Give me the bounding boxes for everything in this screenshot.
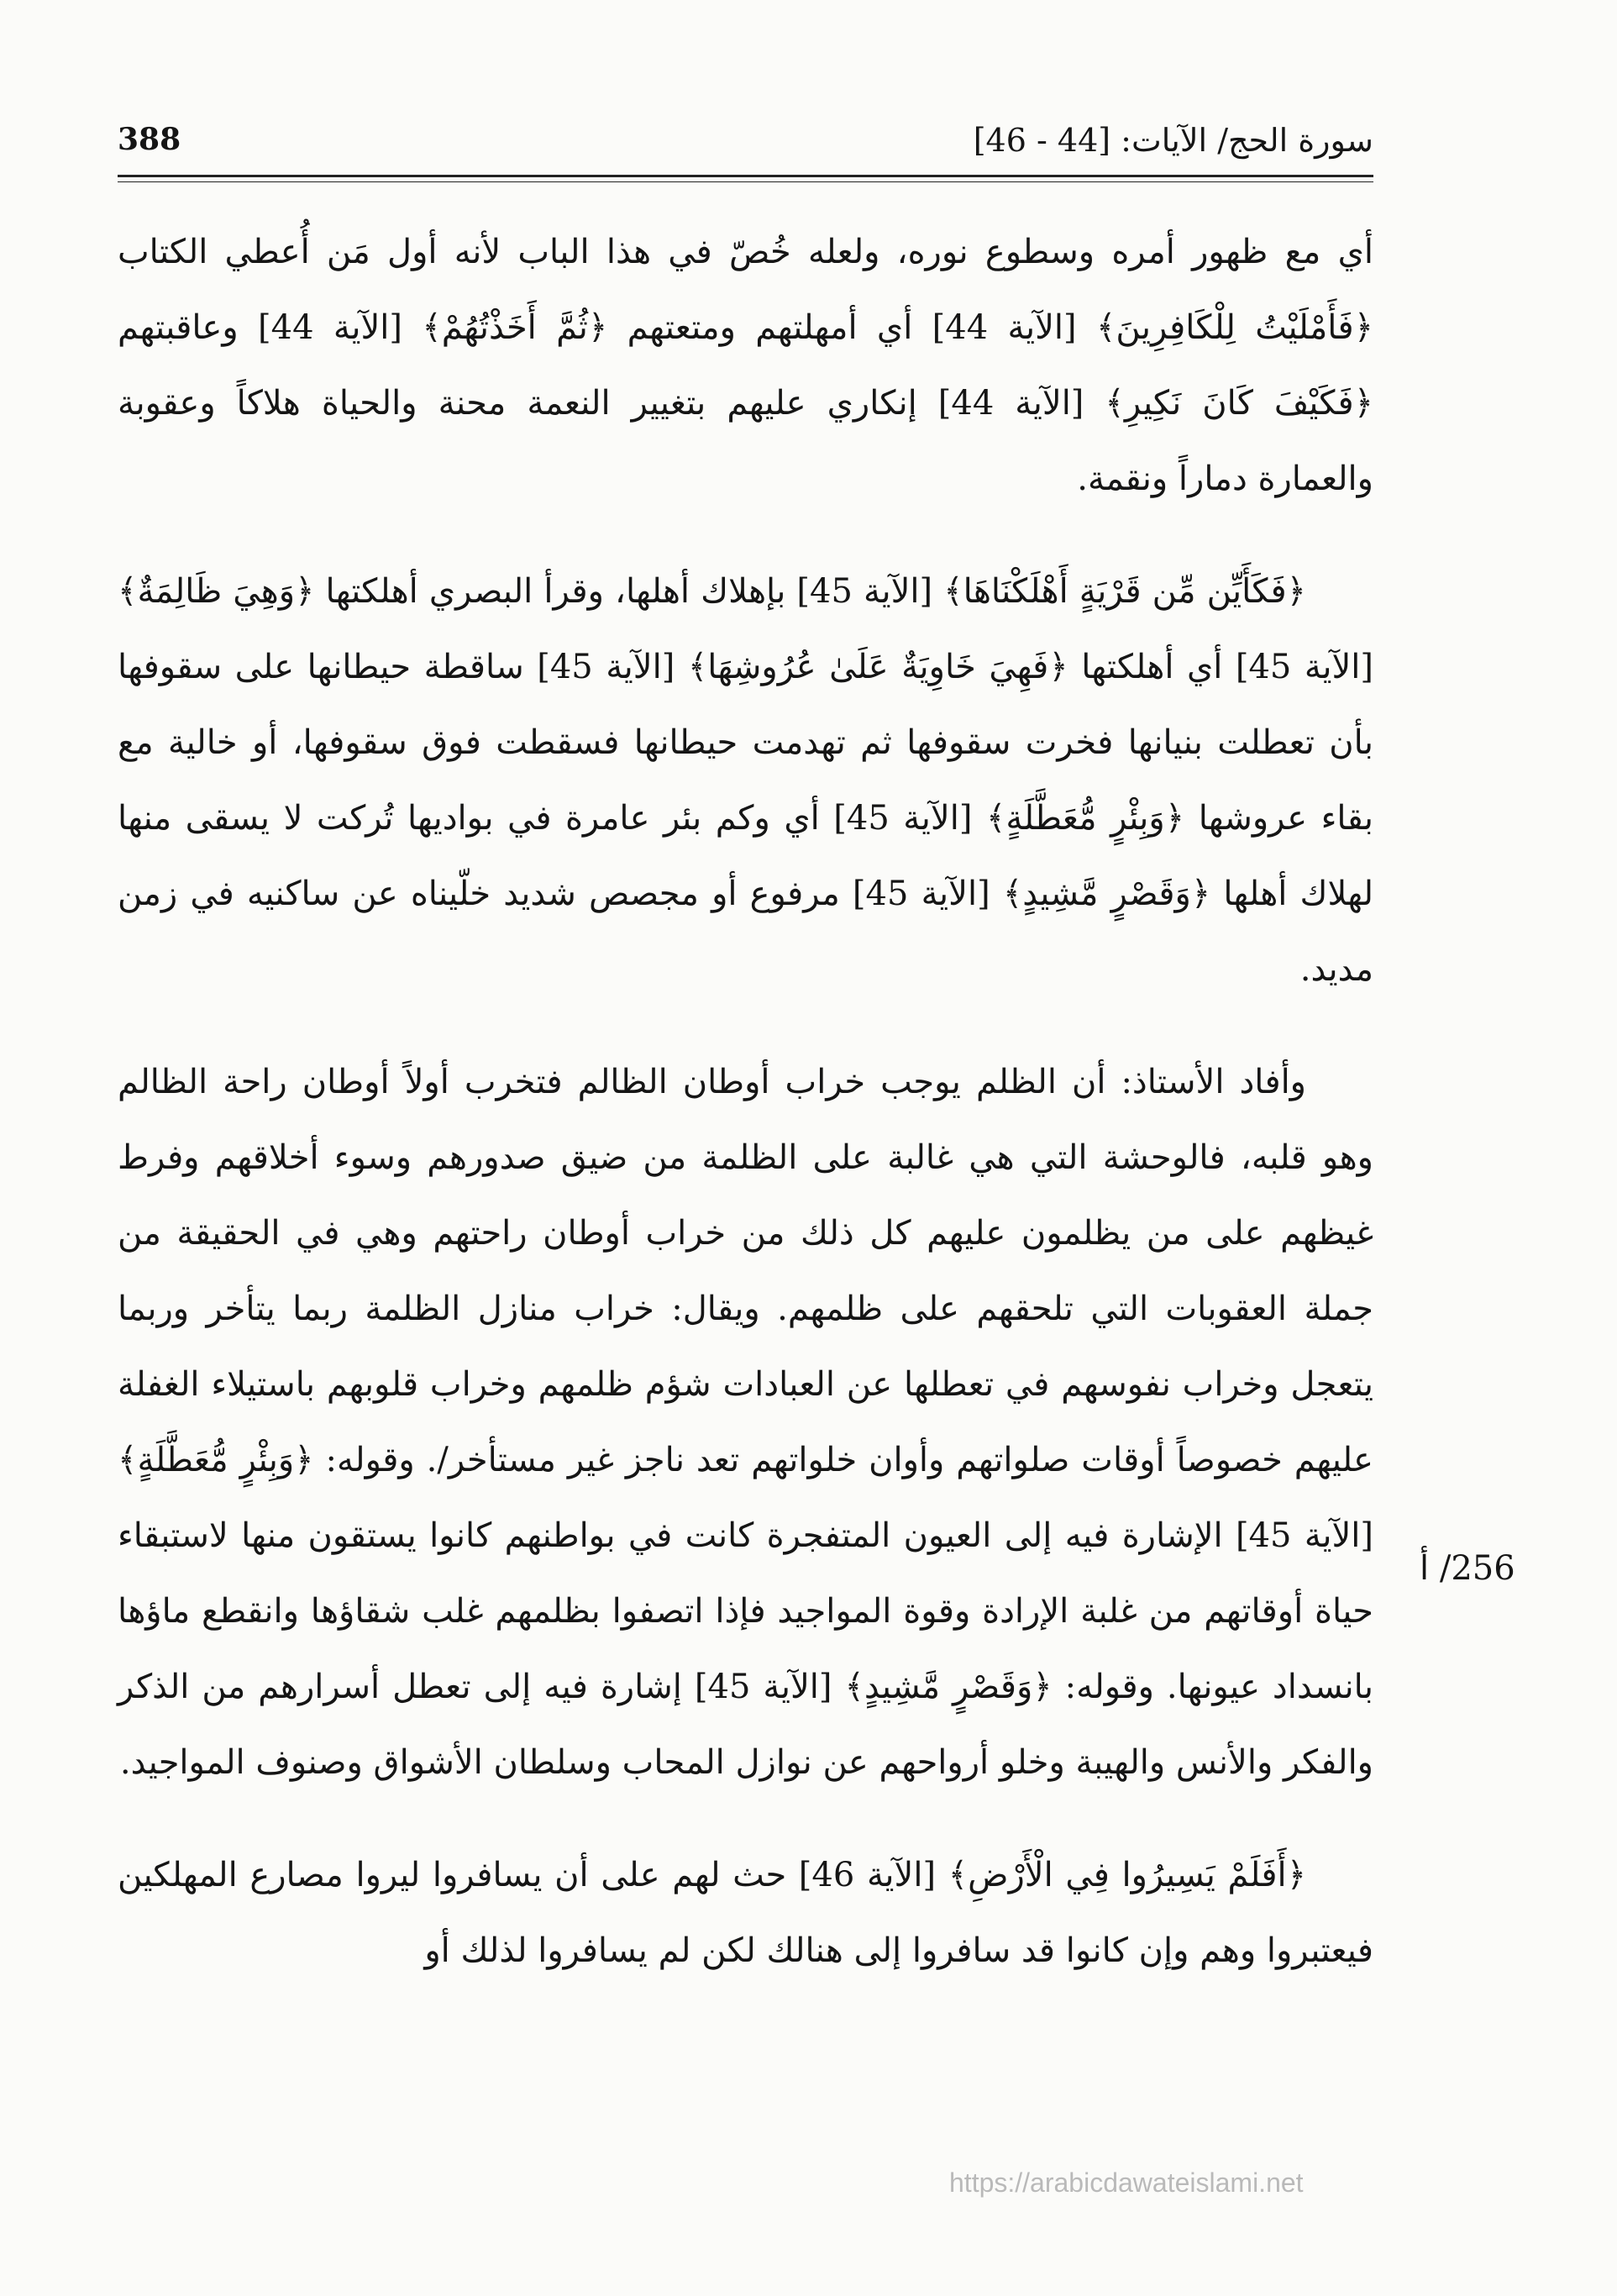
manuscript-folio-note: 256/ أ xyxy=(1420,1549,1515,1588)
paragraph-2: ﴿فَكَأَيِّن مِّن قَرْيَةٍ أَهْلَكْنَاهَا﴾ [الآية 45] بإهلاك أهلها، وقرأ البصري أهلكتها ﴿وَهِيَ ظَالِمَةٌ﴾ [الآية 45] أي أهلكتها ﴿فَهِيَ خَاوِيَةٌ عَلَىٰ عُرُوشِهَا﴾ [الآية 45] ساقطة حيطانها على سقوفها بأن تعطلت بنيانها فخرت سقوفها ثم تهدمت حيطانها فسقطت فوق سقوفها، أو خالية مع بقاء عروشها ﴿وَبِئْرٍ مُّعَطَّلَةٍ﴾ [الآية 45] أي وكم بئر عامرة في بواديها تُركت لا يسقى منها لهلاك أهلها ﴿وَقَصْرٍ مَّشِيدٍ﴾ [الآية 45] مرفوع أو مجصص شديد خلّيناه عن ساكنيه في زمن مديد. xyxy=(118,572,1374,989)
header-rule xyxy=(118,175,1373,177)
page-body xyxy=(118,214,1373,2025)
paragraph-4: ﴿أَفَلَمْ يَسِيرُوا فِي الْأَرْضِ﴾ [الآية 46] حث لهم على أن يسافروا ليروا مصارع المهلكين فيعتبروا وهم وإن كانوا قد سافروا إلى هنالك لكن لم يسافروا لذلك أو xyxy=(118,1856,1373,1970)
watermark-url: https://arabicdawateislami.net xyxy=(949,2167,1304,2198)
paragraph-3: وأفاد الأستاذ: أن الظلم يوجب خراب أوطان الظالم فتخرب أولاً أوطان راحة الظالم وهو قلبه، فالوحشة التي هي غالبة على الظلمة من ضيق صدورهم وسوء أخلاقهم وفرط غيظهم على من يظلمون عليهم كل ذلك من خراب أوطان راحتهم وهي في الحقيقة من جملة العقوبات التي تلحقهم على ظلمهم. ويقال: خراب منازل الظلمة ربما يتأخر وربما يتعجل وخراب نفوسهم في تعطلها عن العبادات شؤم ظلمهم وخراب قلوبهم باستيلاء الغفلة عليهم خصوصاً أوقات صلواتهم وأوان خلواتهم تعد ناجز غير مستأخر/. وقوله: ﴿وَبِئْرٍ مُّعَطَّلَةٍ﴾ [الآية 45] الإشارة فيه إلى العيون المتفجرة كانت في بواطنهم كانوا يستقون منها لاستبقاء حياة أوقاتهم من غلبة الإرادة وقوة المواجيد فإذا اتصفوا بظلمهم غلب شقاؤها وانقطع ماؤها بانسداد عيونها. وقوله: ﴿وَقَصْرٍ مَّشِيدٍ﴾ [الآية 45] إشارة فيه إلى تعطل أسرارهم من الذكر والفكر والأنس والهيبة وخلو أرواحهم عن نوازل المحاب وسلطان الأشواق وصنوف المواجيد. xyxy=(118,1063,1373,1782)
page-header xyxy=(118,122,1373,172)
surah-title: سورة الحج/ الآيات: [44 - 46] xyxy=(973,122,1373,159)
paragraph-1: أي مع ظهور أمره وسطوع نوره، ولعله خُصّ في هذا الباب لأنه أول مَن أُعطي الكتاب ﴿فَأَمْلَيْتُ لِلْكَافِرِينَ﴾ [الآية 44] أي أمهلتهم ومتعتهم ﴿ثُمَّ أَخَذْتُهُمْ﴾ [الآية 44] وعاقبتهم ﴿فَكَيْفَ كَانَ نَكِيرِ﴾ [الآية 44] إنكاري عليهم بتغيير النعمة محنة والحياة هلاكاً وعقوبة والعمارة دماراً ونقمة. xyxy=(118,233,1374,498)
page-number: 388 xyxy=(118,122,181,157)
header-rule-thin xyxy=(118,181,1373,182)
